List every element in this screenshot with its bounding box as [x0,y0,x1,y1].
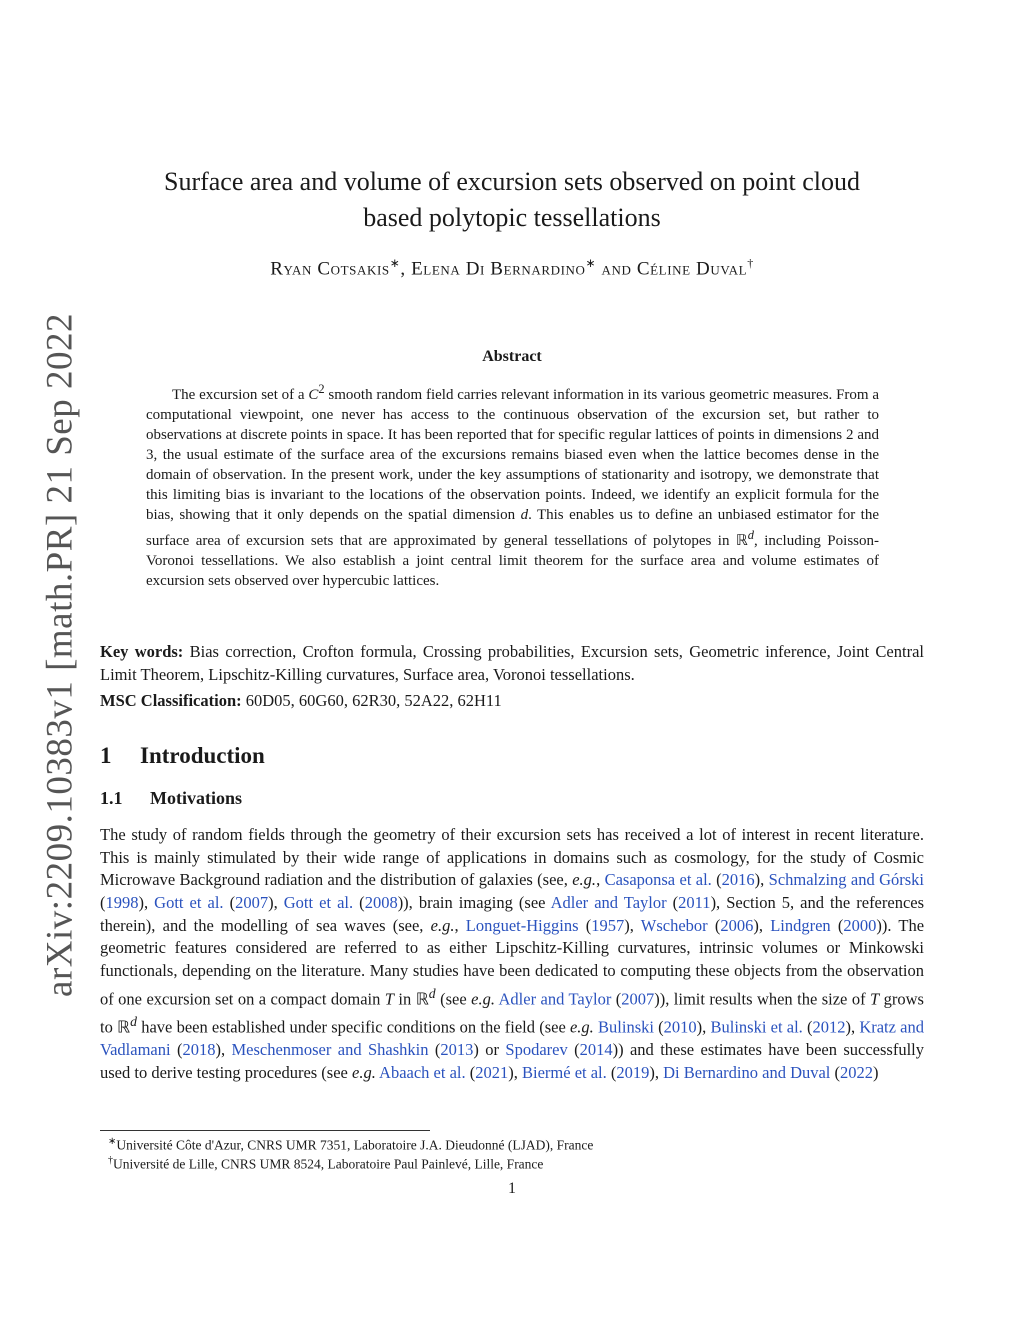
author-di-bernardino: Elena Di Bernardino [411,258,586,280]
author-mark: † [747,256,754,270]
footnote-affiliation-2: †Université de Lille, CNRS UMR 8524, Laboratoire Paul Painlevé, Lille, France [108,1155,544,1172]
citation-link[interactable]: Lindgren [770,915,831,935]
title-line-1: Surface area and volume of excursion sets observed on point cloud [163,167,860,196]
citation-year-link[interactable]: 2006 [720,915,754,935]
citation-link[interactable]: Meschenmoser and Shashkin [231,1039,429,1059]
citation-link[interactable]: Biermé et al. [522,1062,607,1082]
citation-year-link[interactable]: 1998 [105,892,139,912]
footnote-affiliation-1: ∗Université Côte d'Azur, CNRS UMR 7351, Laboratoire J.A. Dieudonné (LJAD), France [108,1136,594,1153]
citation-link[interactable]: Abaach et al. [379,1062,466,1082]
citation-year-link[interactable]: 2022 [840,1062,874,1082]
citation-year-link[interactable]: 2014 [579,1039,613,1059]
citation-link[interactable]: Adler and Taylor [550,892,667,912]
abstract-heading: Abstract [482,348,542,365]
citation-year-link[interactable]: 2007 [621,989,655,1009]
author-list: Ryan Cotsakis∗, Elena Di Bernardino∗ and Céline Duval† [270,256,754,280]
author-duval: Céline Duval [636,258,748,280]
msc-label: MSC Classification: [100,691,242,710]
citation-year-link[interactable]: 2012 [812,1017,846,1037]
citation-link[interactable]: Spodarev [505,1039,568,1059]
introduction-paragraph: The study of random fields through the geometry of their excursion sets has received a lot of interest in recent literature. This is mainly stimulated by their wide range of applications in domains such as cosmology, for the study of Cosmic Microwave Background radiation and the distribution of galaxies (see, e.g., Casaponsa et al. (2016), Schmalzing and Górski (1998), Gott et al. (2007), Gott et al. (2008)), brain imaging (see Adler and Taylor (2011), Section 5, and the references therein), and the modelling of sea waves (see, e.g., Longuet-Higgins (1957), Wschebor (2006), Lindgren (2000)). The geometric features considered are referred to as either Lipschitz-Killing curvatures, intrinsic volumes or Minkowski functionals, depending on the literature. Many studies have been dedicated to computing these objects from the observation of one excursion set on a compact domain T in ℝ$^d$ (see e.g. Adler and Taylor (2007)), limit results when the size of T grows to ℝ$^d$ have been established under specific conditions on the field (see e.g. Bulinski (2010), Bulinski et al. (2012), Kratz and Vadlamani (2018), Meschenmoser and Shashkin (2013) or Spodarev (2014)) and these estimates have been successfully used to derive testing procedures (see e.g. Abaach et al. (2021), Biermé et al. (2019), Di Bernardino and Duval (2022) [100,825,925,1082]
citation-year-link[interactable]: 2011 [678,892,711,912]
citation-link[interactable]: Longuet-Higgins [465,915,579,935]
citation-year-link[interactable]: 2008 [364,892,398,912]
citation-link[interactable]: Wschebor [640,915,708,935]
arxiv-identifier-stamp: arXiv:2209.10383v1 [math.PR] 21 Sep 2022 [39,313,81,997]
citation-link[interactable]: Kratz and Vadlamani [100,1017,925,1059]
msc-codes: 60D05, 60G60, 62R30, 52A22, 62H11 [241,691,502,710]
citation-year-link[interactable]: 2000 [843,915,877,935]
subsection-heading-motivations: 1.1 Motivations [100,788,242,808]
citation-year-link[interactable]: 2021 [475,1062,509,1082]
citation-link[interactable]: Gott et al. [154,892,224,912]
keywords-text: Bias correction, Crofton formula, Crossing probabilities, Excursion sets, Geometric inference, Joint Central Limit Theorem, Lipschitz-Killing curvatures, Surface area, Voronoi tessellations. [100,642,924,684]
citation-link[interactable]: Bulinski et al. [710,1017,803,1037]
page-number: 1 [508,1180,516,1197]
citation-year-link[interactable]: 2013 [440,1039,474,1059]
keywords-label: Key words: [100,642,184,661]
paper-title [100,164,924,236]
citation-link[interactable]: Di Bernardino and Duval [663,1062,831,1082]
title-line-2: based polytopic tessellations [363,203,661,232]
citation-link[interactable]: Adler and Taylor [498,989,612,1009]
citation-link[interactable]: Gott et al. [283,892,354,912]
footnote-divider [100,1130,430,1131]
keywords [100,641,924,686]
citation-year-link[interactable]: 2019 [616,1062,650,1082]
abstract-text: The excursion set of a $C^2$ smooth random field carries relevant information in its various geometric measures. From a computational viewpoint, one never has access to the continuous observation of the excursion set, but rather to observations at discrete points in space. It has been reported that for specific regular lattices of points in dimensions 2 and 3, the usual estimate of the surface area of the excursions remains biased even when the lattice becomes dense in the domain of observation. In the present work, under the key assumptions of stationarity and isotropy, we demonstrate that this limiting bias is invariant to the locations of the observation points. Indeed, we identify an explicit formula for the bias, showing that it only depends on the spatial dimension d. This enables us to define an unbiased estimator for the surface area of excursion sets that are approximated by general tessellations of polytopes in ℝ$^d$, including Poisson-Voronoi tessellations. We also establish a joint central limit theorem for the surface area and volume estimates of excursion sets observed over hypercubic lattices. [146,382,880,589]
section-heading-introduction: 1 Introduction [100,743,265,768]
citation-year-link[interactable]: 2016 [721,870,755,890]
citation-year-link[interactable]: 2010 [663,1017,697,1037]
citation-link[interactable]: Bulinski [598,1017,654,1037]
author-mark: ∗ [389,256,401,270]
author-cotsakis: Ryan Cotsakis [270,258,390,280]
msc-classification [100,690,924,713]
citation-year-link[interactable]: 1957 [591,915,625,935]
author-mark: ∗ [585,256,597,270]
citation-year-link[interactable]: 2007 [235,892,269,912]
citation-year-link[interactable]: 2018 [182,1039,216,1059]
citation-link[interactable]: Schmalzing and Górski [768,870,925,890]
citation-link[interactable]: Casaponsa et al. [604,870,712,890]
